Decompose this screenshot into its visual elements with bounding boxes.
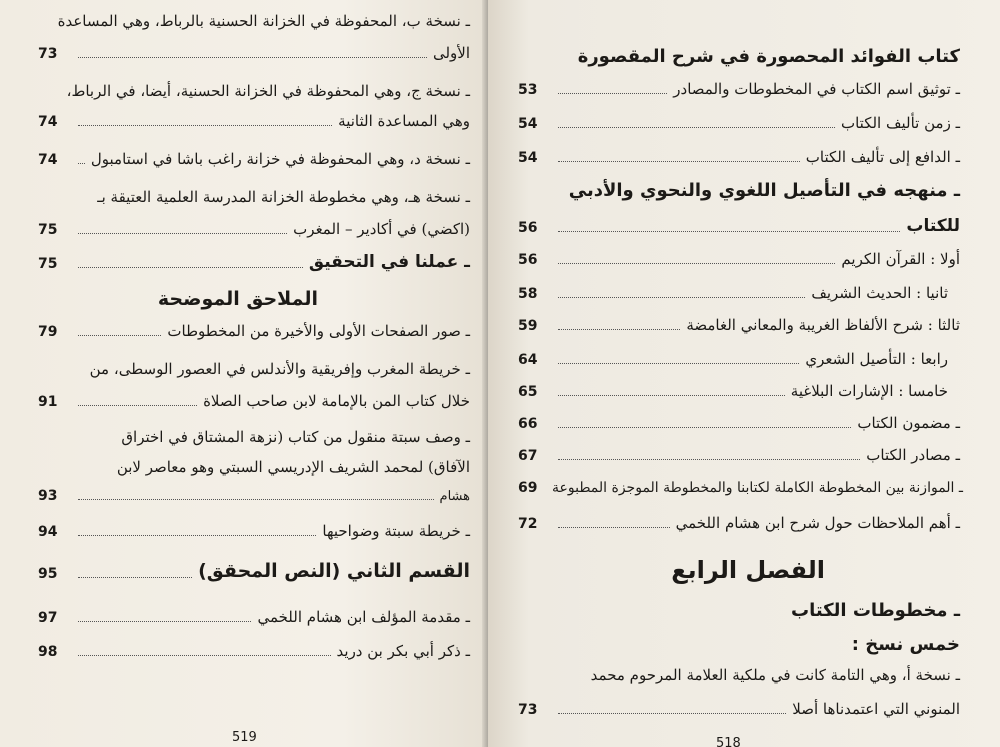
leader-dots bbox=[78, 266, 303, 268]
toc-entry-text: الأولى bbox=[432, 44, 470, 62]
section-heading: ـ منهجه في التأصيل اللغوي والنحوي والأدبي bbox=[568, 180, 960, 201]
toc-entry-text: ـ مضمون الكتاب bbox=[857, 414, 960, 432]
toc-page-number: 93 bbox=[38, 488, 58, 504]
toc-entry bbox=[38, 112, 470, 130]
section-heading: خمس نسخ : bbox=[851, 634, 960, 655]
leader-dots bbox=[558, 160, 800, 162]
leader-dots bbox=[78, 576, 192, 578]
toc-page-number: 73 bbox=[518, 702, 538, 718]
toc-page-number: 95 bbox=[38, 566, 58, 582]
right-page bbox=[488, 0, 1000, 747]
toc-entry bbox=[38, 608, 470, 626]
leader-dots bbox=[558, 426, 851, 428]
leader-dots bbox=[558, 712, 786, 714]
leader-dots bbox=[558, 126, 835, 128]
toc-entry bbox=[518, 480, 963, 496]
leader-dots bbox=[558, 394, 785, 396]
toc-entry-text: ثانيا : الحديث الشريف bbox=[811, 284, 948, 302]
toc-entry-text: ـ أهم الملاحظات حول شرح ابن هشام اللخمي bbox=[675, 514, 960, 532]
toc-entry-text: ـ وصف سبتة منقول من كتاب (نزهة المشتاق في اختراق bbox=[121, 428, 470, 446]
toc-entry-text: رابعا : التأصيل الشعري bbox=[805, 350, 948, 368]
toc-page-number: 65 bbox=[518, 384, 538, 400]
toc-entry-text: المنوني التي اعتمدناها أصلا bbox=[792, 700, 960, 718]
toc-entry-text: ـ الدافع إلى تأليف الكتاب bbox=[805, 148, 960, 166]
toc-page-number: 67 bbox=[518, 448, 538, 464]
section-heading: ـ مخطوطات الكتاب bbox=[790, 600, 960, 621]
toc-entry-text: ـ مقدمة المؤلف ابن هشام اللخمي bbox=[257, 608, 470, 626]
toc-page-number: 75 bbox=[38, 222, 58, 238]
page-number-footer: 519 bbox=[232, 730, 257, 745]
toc-entry-text: (اكضي) في أكادير – المغرب bbox=[293, 220, 470, 238]
toc-page-number: 98 bbox=[38, 644, 58, 660]
toc-entry bbox=[518, 446, 960, 464]
toc-page-number: 59 bbox=[518, 318, 538, 334]
toc-entry-text: ـ خريطة المغرب وإفريقية والأندلس في العصور الوسطى، من bbox=[89, 360, 470, 378]
toc-entry-text: وهي المساعدة الثانية bbox=[338, 112, 470, 130]
toc-entry bbox=[518, 350, 948, 368]
toc-page-number: 72 bbox=[518, 516, 538, 532]
toc-entry bbox=[38, 522, 470, 540]
toc-page-number: 54 bbox=[518, 116, 538, 132]
toc-entry-text: ـ الموازنة بين المخطوطة الكاملة لكتابنا والمخطوطة الموجزة المطبوعة bbox=[552, 480, 963, 496]
leader-dots bbox=[558, 296, 805, 298]
leader-dots bbox=[558, 458, 860, 460]
toc-page-number: 94 bbox=[38, 524, 58, 540]
toc-entry bbox=[518, 700, 960, 718]
toc-entry-text: ـ نسخة أ، وهي التامة كانت في ملكية العلامة المرحوم محمد bbox=[590, 666, 960, 684]
toc-entry bbox=[518, 382, 948, 400]
toc-page-number: 66 bbox=[518, 416, 538, 432]
leader-dots bbox=[558, 92, 667, 94]
leader-dots bbox=[558, 526, 670, 528]
toc-entry bbox=[518, 216, 960, 236]
toc-entry bbox=[518, 284, 948, 302]
leader-dots bbox=[78, 232, 287, 234]
toc-entry-text: ـ نسخة ب، المحفوظة في الخزانة الحسنية بالرباط، وهي المساعدة bbox=[57, 12, 470, 30]
leader-dots bbox=[78, 404, 197, 406]
toc-entry-text: ـ زمن تأليف الكتاب bbox=[840, 114, 960, 132]
toc-entry bbox=[38, 488, 470, 504]
page-number-footer: 518 bbox=[716, 736, 741, 747]
toc-entry-text: ـ توثيق اسم الكتاب في المخطوطات والمصادر bbox=[673, 80, 960, 98]
leader-dots bbox=[558, 328, 680, 330]
toc-page-number: 73 bbox=[38, 46, 58, 62]
toc-entry bbox=[518, 316, 960, 334]
leader-dots bbox=[78, 334, 161, 336]
toc-page-number: 79 bbox=[38, 324, 58, 340]
toc-entry bbox=[518, 114, 960, 132]
leader-dots bbox=[78, 498, 434, 500]
toc-entry-text: ـ نسخة د، وهي المحفوظة في خزانة راغب باشا في استامبول bbox=[90, 150, 470, 168]
toc-entry-text: للكتاب bbox=[906, 216, 960, 236]
toc-entry bbox=[38, 150, 470, 168]
toc-entry bbox=[518, 80, 960, 98]
toc-page-number: 58 bbox=[518, 286, 538, 302]
leader-dots bbox=[78, 56, 427, 58]
leader-dots bbox=[558, 262, 835, 264]
toc-entry bbox=[38, 44, 470, 62]
toc-page-number: 74 bbox=[38, 152, 58, 168]
leader-dots bbox=[78, 534, 316, 536]
toc-entry-text: أولا : القرآن الكريم bbox=[841, 250, 960, 268]
toc-entry-text: خلال كتاب المن بالإمامة لابن صاحب الصلاة bbox=[203, 392, 470, 410]
toc-entry bbox=[38, 642, 470, 660]
toc-entry bbox=[38, 220, 470, 238]
leader-dots bbox=[78, 620, 251, 622]
toc-page-number: 64 bbox=[518, 352, 538, 368]
toc-entry-text: ـ نسخة هـ، وهي مخطوطة الخزانة المدرسة العلمية العتيقة بـ bbox=[97, 188, 470, 206]
toc-entry-text: هشام bbox=[439, 489, 470, 504]
toc-entry-text: ـ صور الصفحات الأولى والأخيرة من المخطوطات bbox=[167, 322, 470, 340]
toc-page-number: 69 bbox=[518, 480, 538, 496]
leader-dots bbox=[558, 230, 900, 232]
toc-entry bbox=[38, 252, 470, 272]
toc-page-number: 91 bbox=[38, 394, 58, 410]
toc-entry bbox=[38, 392, 470, 410]
toc-entry bbox=[38, 322, 470, 340]
toc-entry-text: ـ مصادر الكتاب bbox=[866, 446, 960, 464]
chapter-heading: الفصل الرابع bbox=[671, 556, 825, 584]
toc-entry-text: ـ خريطة سبتة وضواحيها bbox=[322, 522, 470, 540]
toc-entry-text: ـ نسخة ج، وهي المحفوظة في الخزانة الحسنية، أيضا، في الرباط، bbox=[66, 82, 470, 100]
toc-page-number: 75 bbox=[38, 256, 58, 272]
toc-entry bbox=[518, 414, 960, 432]
toc-entry-text: الآفاق) لمحمد الشريف الإدريسي السبتي وهو معاصر لابن bbox=[116, 458, 470, 476]
toc-entry-text: ثالثا : شرح الألفاظ الغريبة والمعاني الغامضة bbox=[686, 316, 960, 334]
toc-page-number: 97 bbox=[38, 610, 58, 626]
toc-page-number: 74 bbox=[38, 114, 58, 130]
section-heading: الملاحق الموضحة bbox=[157, 288, 318, 310]
toc-page-number: 54 bbox=[518, 150, 538, 166]
toc-page-number: 53 bbox=[518, 82, 538, 98]
leader-dots bbox=[78, 162, 85, 164]
leader-dots bbox=[78, 124, 332, 126]
toc-entry bbox=[518, 148, 960, 166]
toc-entry-text: خامسا : الإشارات البلاغية bbox=[790, 382, 948, 400]
toc-entry-text: ـ ذكر أبي بكر بن دريد bbox=[336, 642, 470, 660]
leader-dots bbox=[78, 654, 331, 656]
leader-dots bbox=[558, 362, 799, 364]
toc-page-number: 56 bbox=[518, 220, 538, 236]
left-page bbox=[0, 0, 488, 747]
section-heading: كتاب الفوائد المحصورة في شرح المقصورة bbox=[577, 46, 960, 67]
toc-entry bbox=[38, 560, 470, 582]
toc-entry bbox=[518, 250, 960, 268]
toc-entry-text: ـ عملنا في التحقيق bbox=[308, 252, 470, 272]
toc-entry-text: القسم الثاني (النص المحقق) bbox=[198, 560, 470, 582]
toc-entry bbox=[518, 514, 960, 532]
toc-page-number: 56 bbox=[518, 252, 538, 268]
